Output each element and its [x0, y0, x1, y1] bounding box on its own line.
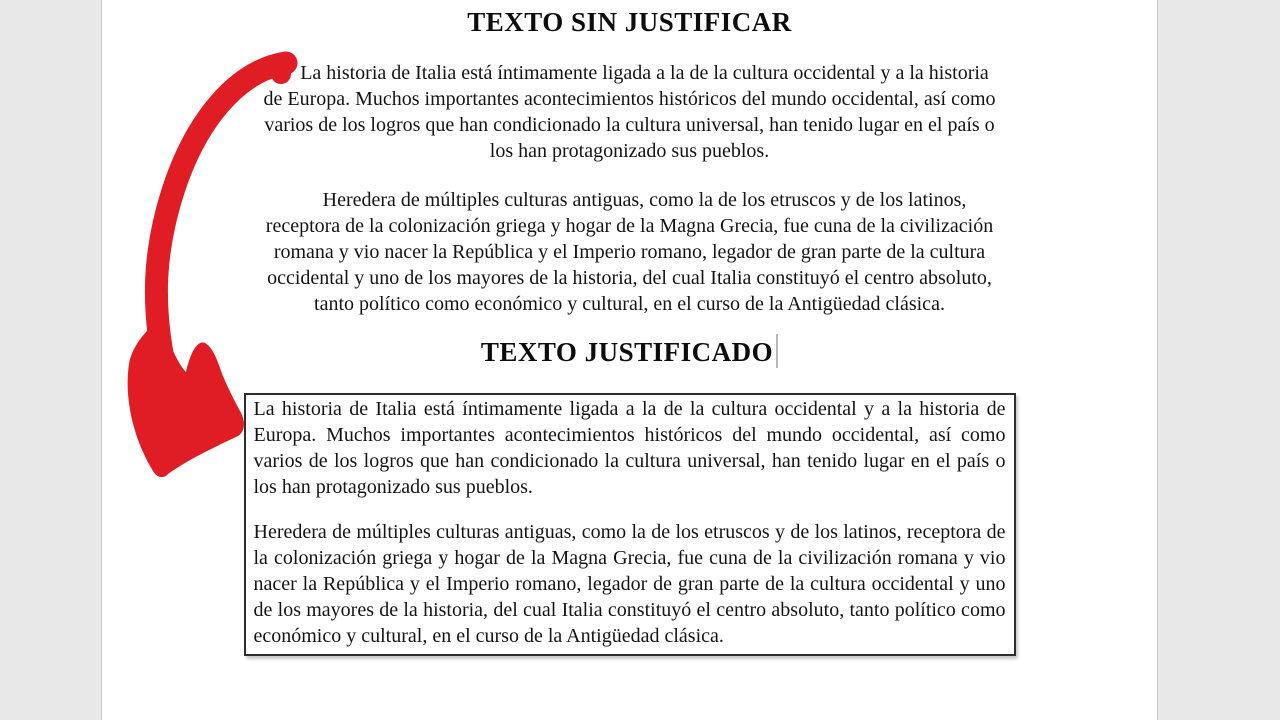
justified-text-box[interactable]: [244, 393, 1016, 656]
justified-paragraph-1[interactable]: La historia de Italia está íntimamente ligada a la de la cultura occidental y a la historia de Europa. Muchos importantes acontecimientos históricos del mundo occidental, así como varios de los logros que han condicionado la cultura universal, han tenido lugar en el país o los han protagonizado sus pueblos.: [253, 398, 1006, 498]
justified-paragraph-2[interactable]: Heredera de múltiples culturas antiguas, como la de los etruscos y de los latinos, receptora de la colonización griega y hogar de la Magna Grecia, fue cuna de la civilización romana y vio nacer la República y el Imperio romano, legador de gran parte de la cultura occidental y uno de los mayores de la historia, del cual Italia constituyó el centro absoluto, tanto político como económico y cultural, en el curso de la Antigüedad clásica.: [253, 521, 1006, 647]
document-page[interactable]: [101, 0, 1158, 720]
section-title-unjustified[interactable]: TEXTO SIN JUSTIFICAR: [467, 7, 792, 37]
unjustified-paragraph-1[interactable]: La historia de Italia está íntimamente ligada a la de la cultura occidental y a la historia de Europa. Muchos importantes acontecimientos históricos del mundo occidental, así como varios de los logros que han condicionado la cultura universal, han tenido lugar en el país o los han protagonizado sus pueblos.: [263, 62, 996, 162]
section-title-justified[interactable]: TEXTO JUSTIFICADO: [480, 337, 774, 367]
text-cursor: [776, 334, 778, 368]
unjustified-paragraph-2[interactable]: Heredera de múltiples culturas antiguas, como la de los etruscos y de los latinos, receptora de la colonización griega y hogar de la Magna Grecia, fue cuna de la civilización romana y vio nacer la República y el Imperio romano, legador de gran parte de la cultura occidental y uno de los mayores de la historia, del cual Italia constituyó el centro absoluto, tanto político como económico y cultural, en el curso de la Antigüedad clásica.: [265, 189, 994, 315]
section-title-justified-row[interactable]: [102, 334, 1157, 368]
